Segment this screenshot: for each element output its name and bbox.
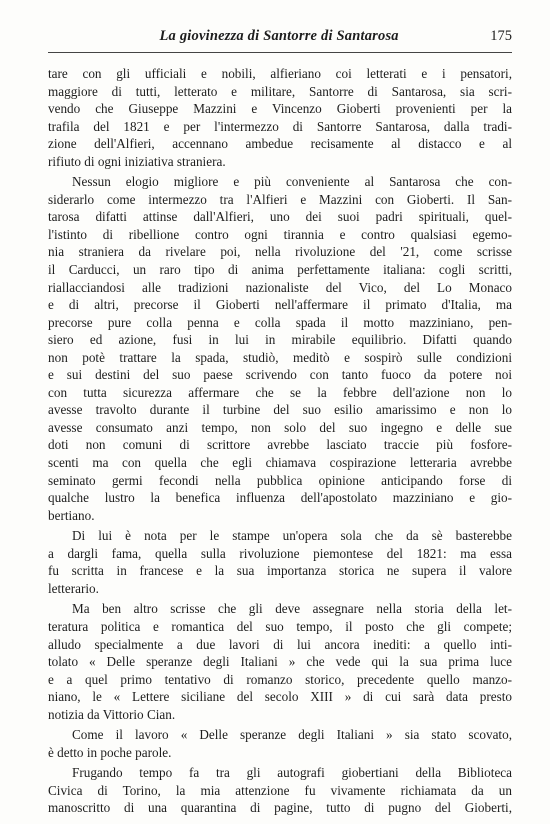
text-line: qualche lustro la benefica influenza dell'apostolato mazziniano e gio- — [48, 490, 512, 506]
running-title: La giovinezza di Santorre di Santarosa — [159, 28, 399, 44]
text-line: riallacciandosi alle tradizioni nazionaliste del Vico, del Lo Monaco — [48, 279, 512, 295]
text-line: e sui destini del suo paese scrivendo con tanto fuoco da potere noi — [48, 367, 512, 383]
text-line: rifiuto di ogni iniziativa straniera. — [48, 153, 226, 169]
text-line: seminato germi fecondi nella pubblica opinione anticipando forse di — [48, 472, 512, 488]
text-line: il Carducci, un raro tipo di anima perfettamente italiana: cogli scritti, — [48, 262, 512, 278]
text-line: tare con gli ufficiali e nobili, alfieriano coi letterati e i pensatori, — [48, 66, 512, 81]
text-line: zione dell'Alfieri, accennano ambedue recisamente al distacco e al — [48, 136, 512, 152]
text-line: siderarlo come intermezzo tra l'Alfieri e Mazzini con Gioberti. Il San- — [48, 191, 512, 207]
page-number: 175 — [490, 28, 512, 44]
text-line: precorse pure colla penna e colla spada il motto mazziniano, pen- — [48, 314, 512, 330]
text-line: Di lui è nota per le stampe un'opera sola che da sè basterebbe — [72, 528, 512, 544]
text-line: è detto in poche parole. — [48, 744, 172, 760]
text-line: l'istinto di ribellione contro ogni tirannia e contro qualsiasi egemo- — [48, 226, 512, 242]
text-line: e di altri, precorse il Gioberti nell'affermare il primato d'Italia, ma — [48, 297, 512, 313]
paragraph-3 — [48, 527, 512, 597]
text-line: manoscritto di una quarantina di pagine, tutto di pugno del Gioberti, — [48, 800, 512, 816]
text-line: bertiano. — [48, 507, 95, 523]
text-line: tarosa difatti attinse dall'Alfieri, uno dei suoi padri spirituali, quel- — [48, 209, 512, 225]
text-line: notizia da Vittorio Cian. — [48, 706, 176, 722]
paragraph-4 — [48, 600, 512, 723]
paragraph-6 — [48, 764, 512, 817]
text-line: teratura politica e romantica del suo tempo, il posto che gli compete; — [48, 618, 512, 634]
text-line: niano, le « Lettere siciliane del secolo XIII » di cui sarà data presto — [48, 689, 512, 705]
text-line: nia straniera da rivelare poi, nella rivoluzione del '21, come scrisse — [48, 244, 512, 260]
text-line: non potè trattare la spada, studiò, meditò e sospirò sulle condizioni — [48, 349, 512, 365]
text-line: Ma ben altro scrisse che gli deve assegnare nella storia della let- — [72, 601, 512, 617]
text-line: doti non comuni di scrittore avrebbe lasciato traccie più fosfore- — [48, 437, 512, 453]
text-line: Civica di Torino, la mia attenzione fu vivamente richiamata da un — [48, 782, 512, 798]
text-line: avesse travolto durante il turbine del suo esilio amarissimo e non lo — [48, 402, 512, 418]
text-line: alludo specialmente a due lavori di lui ancora inediti: a quello inti- — [48, 636, 512, 652]
text-line: e a quel primo tentativo di romanzo storico, precedente quello manzo- — [48, 671, 512, 687]
text-line: Frugando tempo fa tra gli autografi giobertiani della Biblioteca — [72, 765, 512, 781]
text-line: avesse consumato anzi tempo, non solo del suo ingegno e delle sue — [48, 419, 512, 435]
text-line: trafila del 1821 e per l'intermezzo di Santorre Santarosa, dalla tradi- — [48, 118, 512, 134]
paragraph-1 — [48, 65, 512, 170]
text-line: letterario. — [48, 580, 99, 596]
text-line: Come il lavoro « Delle speranze degli Italiani » sia stato scovato, — [72, 727, 512, 743]
text-line: maggiore di tutti, letterato e militare, Santorre di Santarosa, sia scri- — [48, 83, 512, 99]
text-line: con tutta sicurezza affermare che se la febbre dell'azione non lo — [48, 384, 512, 400]
text-line: scenti ma con quella che egli chiamava cospirazione letteraria avrebbe — [48, 455, 512, 471]
text-line: a dargli fama, quella sulla rivoluzione piemontese del 1821: ma essa — [48, 545, 512, 561]
running-head — [48, 28, 512, 53]
text-line: Nessun elogio migliore e più conveniente al Santarosa che con- — [72, 174, 512, 190]
paragraph-2 — [48, 173, 512, 524]
paragraph-5 — [48, 726, 512, 761]
text-line: siero ed azione, fusi in lui in mirabile equilibrio. Difatti quando — [48, 332, 512, 348]
text-line: fu scritta in francese e la sua importanza storica ne supera il valore — [48, 563, 512, 579]
body-text — [48, 65, 512, 817]
text-line: tolato « Delle speranze degli Italiani » che vede qui la sua prima luce — [48, 654, 512, 670]
text-line: vendo che Giuseppe Mazzini e Vincenzo Gioberti provenienti per la — [48, 101, 512, 117]
